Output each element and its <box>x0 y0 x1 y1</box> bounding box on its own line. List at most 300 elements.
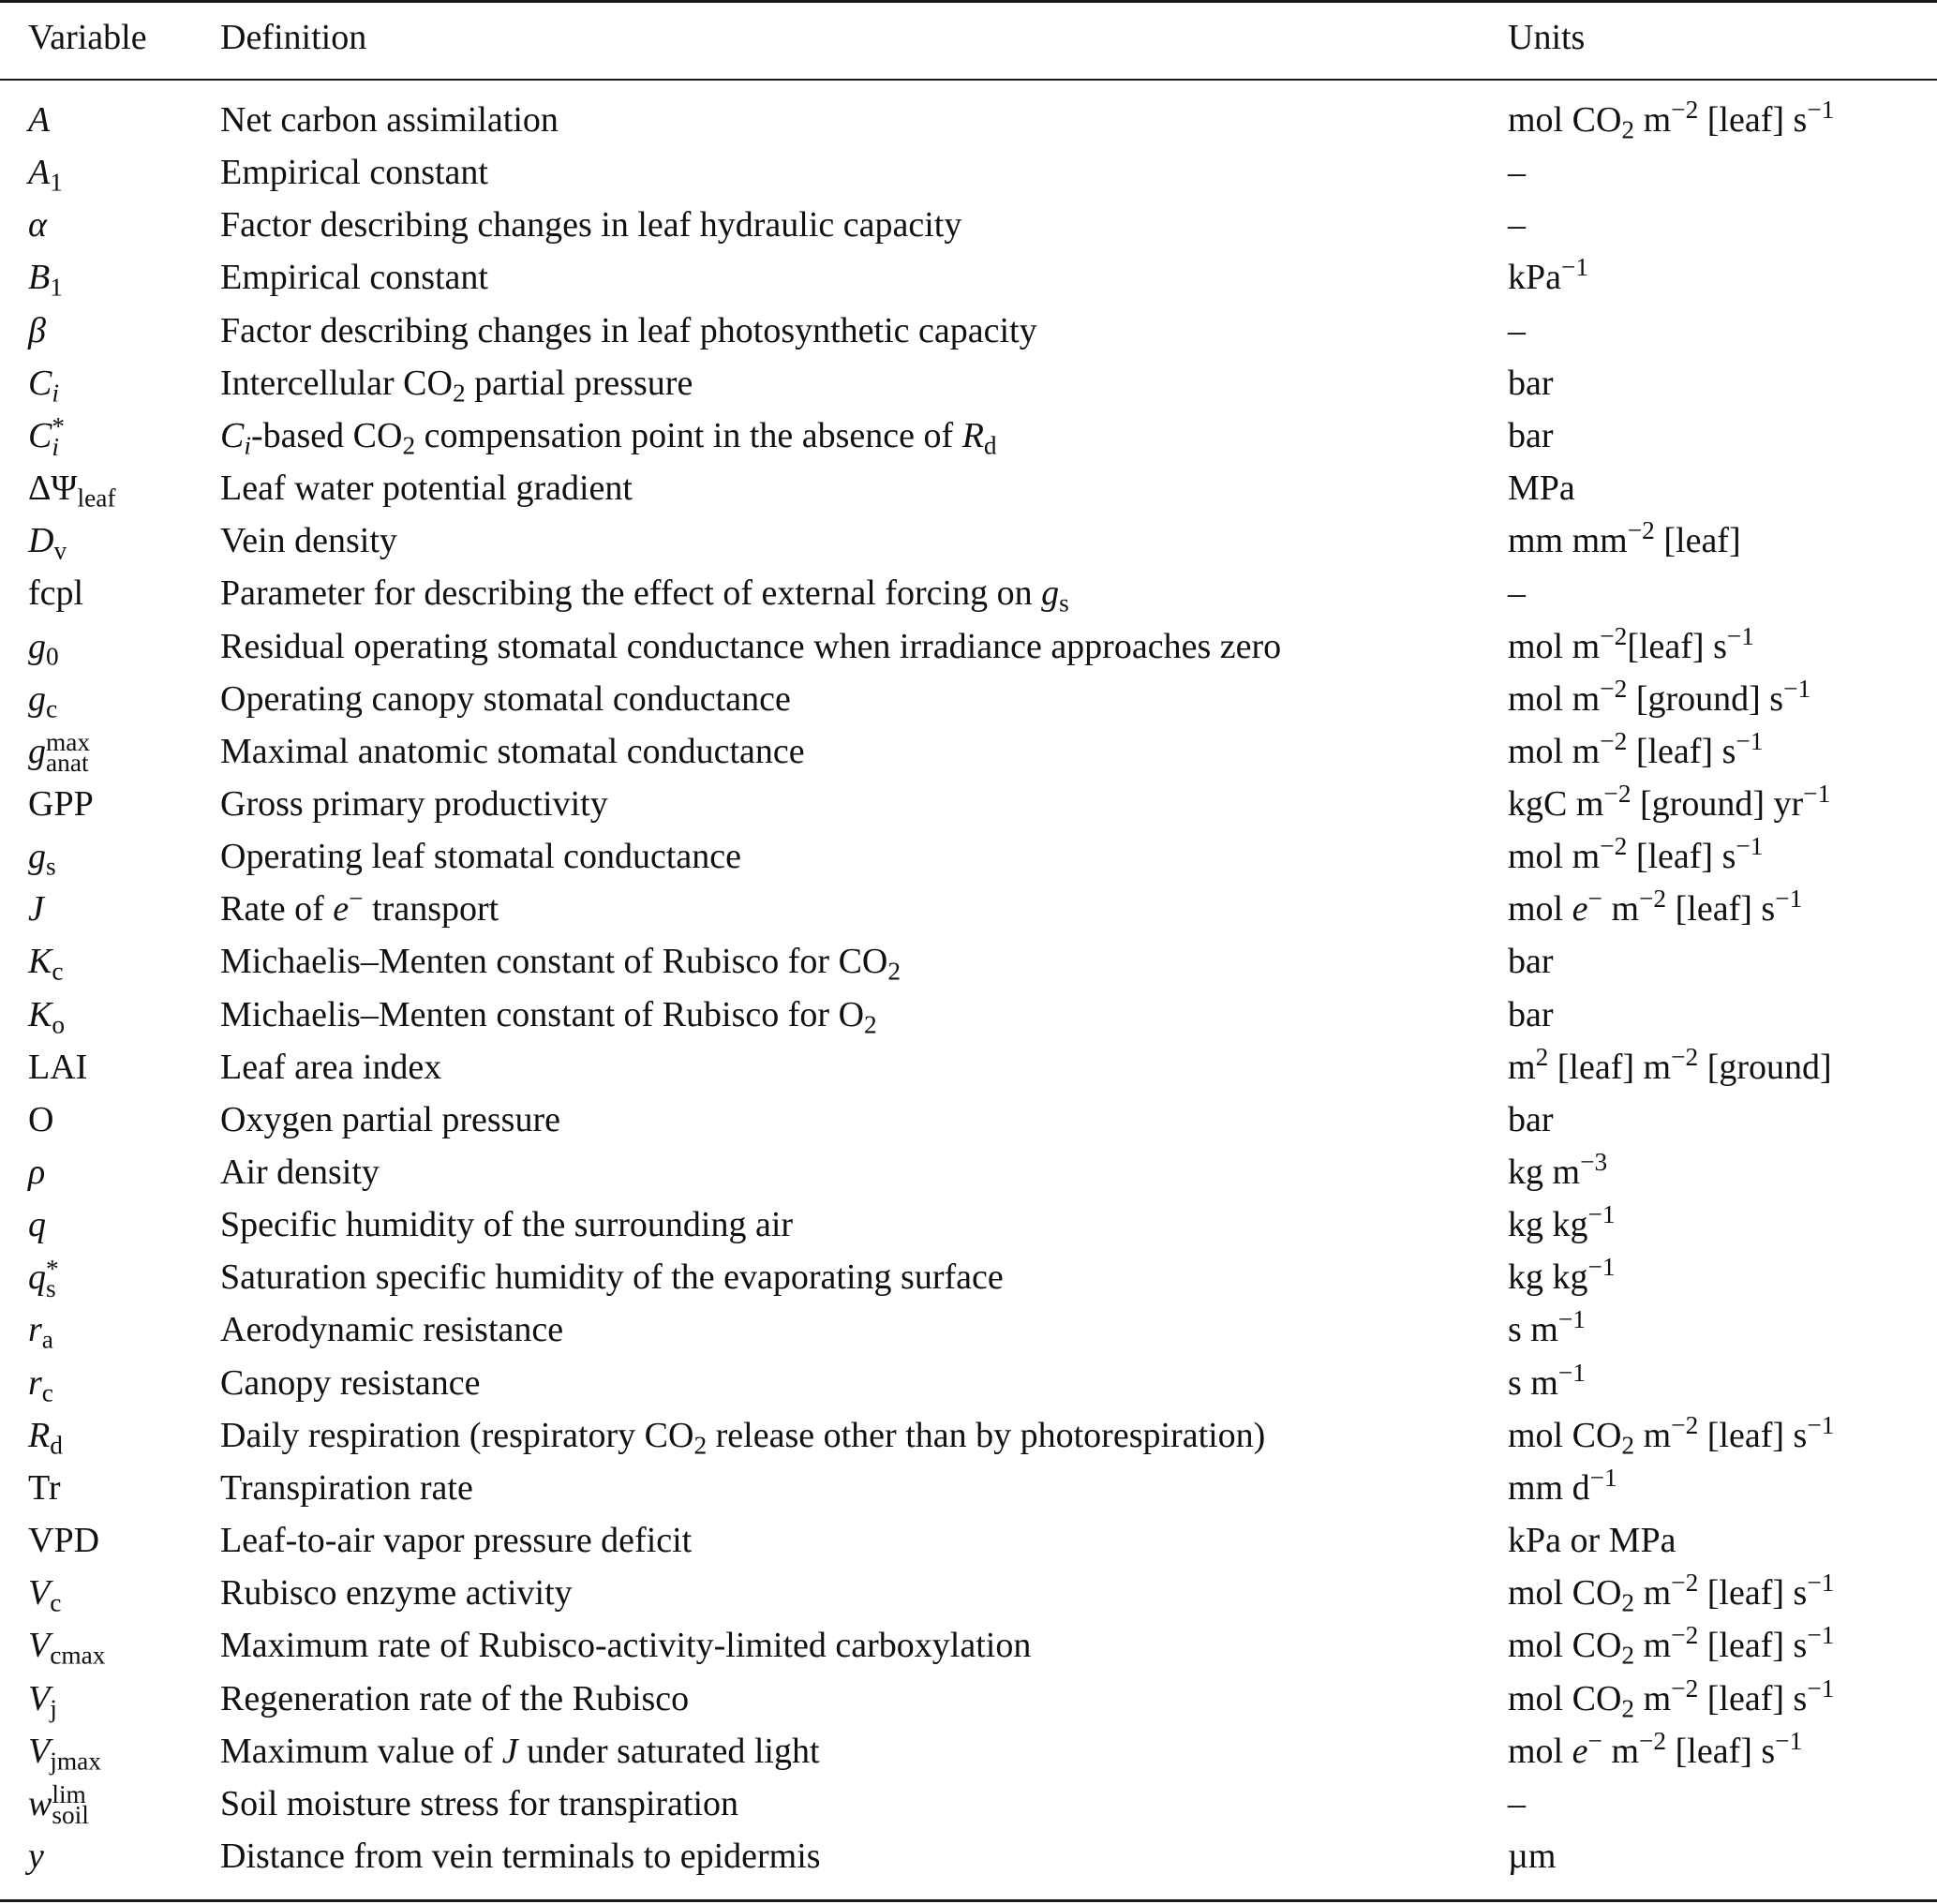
text-run: Aerodynamic resistance <box>220 1310 564 1350</box>
table-bottom-rule <box>0 1899 1937 1902</box>
superscript: −1 <box>1557 1358 1586 1387</box>
subscript: 2 <box>1621 1588 1635 1617</box>
text-run: kPa <box>1508 258 1561 298</box>
superscript: −2 <box>1671 1410 1699 1439</box>
units-cell <box>1508 1725 1802 1778</box>
subscript: j <box>50 1694 57 1723</box>
superscript: −1 <box>1736 726 1764 755</box>
units-cell <box>1508 357 1554 409</box>
subscript: i <box>52 432 59 461</box>
table-row <box>0 1619 1937 1672</box>
units-cell <box>1508 989 1554 1041</box>
superscript: −2 <box>1671 1673 1699 1703</box>
units-cell <box>1508 883 1802 935</box>
table-row <box>0 1357 1937 1409</box>
text-run: Leaf area index <box>220 1047 442 1087</box>
text-run: D <box>28 521 54 561</box>
superscript: − <box>1587 885 1602 914</box>
variable-cell <box>28 1093 53 1146</box>
text-run: Vein density <box>220 521 397 561</box>
subscript: 1 <box>50 168 63 197</box>
text-run: Michaelis–Menten constant of Rubisco for CO <box>220 942 888 982</box>
text-run: C <box>220 415 245 455</box>
variable-cell <box>28 462 115 514</box>
text-run: Oxygen partial pressure <box>220 1099 560 1139</box>
text-run: q <box>28 1205 46 1245</box>
variable-cell <box>28 1357 53 1409</box>
superscript: −1 <box>1736 831 1764 860</box>
superscript: −1 <box>1807 1673 1835 1703</box>
subscript: s <box>46 1274 56 1303</box>
variable-cell <box>28 1251 59 1303</box>
text-run: m <box>1508 1047 1536 1087</box>
table-row <box>0 1462 1937 1514</box>
superscript: −2 <box>1627 515 1655 544</box>
text-run: ρ <box>28 1153 46 1192</box>
text-run: [leaf] s <box>1627 837 1736 877</box>
definition-cell <box>220 1619 1031 1672</box>
variable-cell <box>28 830 56 883</box>
text-run: kg m <box>1508 1153 1581 1192</box>
units-cell <box>1508 94 1834 146</box>
table-row <box>0 357 1937 409</box>
text-run: mol CO <box>1508 1573 1622 1614</box>
sub-superscript-stack <box>46 1254 59 1303</box>
definition-cell <box>220 1725 820 1778</box>
text-run: mol <box>1508 1731 1572 1771</box>
text-run: – <box>1508 573 1526 614</box>
units-cell <box>1508 1146 1607 1198</box>
units-cell <box>1508 514 1741 567</box>
text-run: Tr <box>28 1467 61 1508</box>
text-run: q <box>28 1257 46 1298</box>
definition-cell <box>220 830 741 883</box>
units-cell <box>1508 1830 1556 1882</box>
variable-cell <box>28 305 46 357</box>
subscript: c <box>52 958 64 987</box>
subscript: 2 <box>887 958 901 987</box>
definition-cell <box>220 1357 481 1409</box>
units-cell <box>1508 1673 1834 1725</box>
subscript: i <box>52 379 59 408</box>
text-run: Maximum value of <box>220 1731 502 1771</box>
text-run: mol <box>1508 889 1572 930</box>
variable-cell <box>28 1409 63 1462</box>
variable-cell <box>28 1198 46 1251</box>
subscript: i <box>244 431 251 460</box>
units-cell <box>1508 409 1554 462</box>
text-run: – <box>1508 205 1526 245</box>
subscript: 2 <box>864 1010 877 1039</box>
text-run: B <box>28 258 51 298</box>
table-row <box>0 1673 1937 1725</box>
text-run: bar <box>1508 363 1554 403</box>
subscript: 2 <box>1621 1431 1635 1460</box>
definition-cell <box>220 935 901 988</box>
text-run: β <box>28 310 46 350</box>
subscript: 2 <box>693 1431 708 1460</box>
text-run: bar <box>1508 1099 1554 1139</box>
subscript: d <box>50 1431 63 1460</box>
definition-cell <box>220 1303 563 1356</box>
table-row <box>0 1409 1937 1462</box>
variable-cell <box>28 199 47 251</box>
text-run: Rubisco enzyme activity <box>220 1573 573 1614</box>
units-cell <box>1508 935 1554 988</box>
definition-cell <box>220 94 559 146</box>
text-run: C <box>28 415 52 455</box>
table-row <box>0 1303 1937 1356</box>
variable-cell <box>28 514 67 567</box>
text-run: e <box>333 889 350 930</box>
text-run: fcpl <box>28 573 84 614</box>
sub-superscript-stack <box>52 1780 89 1829</box>
units-cell <box>1508 462 1575 514</box>
text-run: [ground] yr <box>1631 783 1804 824</box>
text-run: Transpiration rate <box>220 1467 473 1508</box>
text-run: Gross primary productivity <box>220 783 608 824</box>
text-run: m <box>1602 1731 1639 1771</box>
units-cell <box>1508 1567 1834 1619</box>
definition-cell <box>220 673 791 725</box>
text-run: Distance from vein terminals to epidermis <box>220 1836 821 1876</box>
table-row <box>0 620 1937 673</box>
definition-cell <box>220 1409 1265 1462</box>
superscript: −1 <box>1557 1305 1586 1334</box>
units-cell <box>1508 673 1810 725</box>
text-run: Air density <box>220 1153 380 1192</box>
table-row <box>0 462 1937 514</box>
units-cell <box>1508 725 1763 778</box>
units-cell <box>1508 1462 1617 1514</box>
text-run: release other than by photorespiration) <box>707 1415 1266 1455</box>
text-run: Leaf water potential gradient <box>220 469 633 509</box>
superscript: −1 <box>1803 779 1831 808</box>
units-cell <box>1508 1198 1616 1251</box>
table-row <box>0 305 1937 357</box>
superscript: −1 <box>1783 674 1811 703</box>
text-run: mol m <box>1508 731 1601 771</box>
text-run: LAI <box>28 1047 88 1087</box>
text-run: w <box>28 1783 52 1823</box>
definition-cell <box>220 305 1037 357</box>
text-run: Saturation specific humidity of the evaporating surface <box>220 1257 1004 1298</box>
table-row <box>0 514 1937 567</box>
table-row <box>0 199 1937 251</box>
table-row <box>0 146 1937 199</box>
definition-cell <box>220 1093 560 1146</box>
units-cell <box>1508 251 1588 304</box>
text-run: Daily respiration (respiratory CO <box>220 1415 694 1455</box>
variable-cell <box>28 146 63 199</box>
units-cell <box>1508 199 1526 251</box>
superscript: −1 <box>1807 1621 1835 1650</box>
variable-cell <box>28 725 90 778</box>
table-row <box>0 725 1937 778</box>
header-units: Units <box>1508 18 1586 57</box>
text-run: Net carbon assimilation <box>220 100 559 140</box>
text-run: r <box>28 1362 42 1403</box>
sub-superscript-stack <box>46 728 91 777</box>
definition-cell <box>220 1567 573 1619</box>
text-run: mol CO <box>1508 1415 1622 1455</box>
text-run: [leaf] m <box>1548 1047 1672 1087</box>
variable-cell <box>28 1619 105 1672</box>
text-run: α <box>28 205 47 245</box>
subscript: 1 <box>50 274 63 303</box>
superscript: −1 <box>1807 95 1835 124</box>
text-run: Parameter for describing the effect of external forcing on <box>220 573 1042 614</box>
table-row <box>0 251 1937 304</box>
text-run: J <box>501 1731 518 1771</box>
units-cell <box>1508 1093 1554 1146</box>
text-run: V <box>28 1678 51 1718</box>
text-run: [leaf] s <box>1698 1573 1808 1614</box>
text-run: under saturated light <box>517 1731 820 1771</box>
variable-cell <box>28 673 57 725</box>
text-run: Maximum rate of Rubisco-activity-limited carboxylation <box>220 1626 1032 1666</box>
definition-cell <box>220 778 608 830</box>
definition-cell <box>220 1778 738 1830</box>
text-run: g <box>28 837 46 877</box>
text-run: Empirical constant <box>220 153 488 193</box>
header-variable: Variable <box>28 18 147 57</box>
variable-cell <box>28 1303 53 1356</box>
table-row <box>0 1514 1937 1567</box>
text-run: transport <box>363 889 499 930</box>
subscript: o <box>52 1010 66 1039</box>
text-run: m <box>1634 1626 1672 1666</box>
text-run: K <box>28 942 52 982</box>
text-run: Factor describing changes in leaf photosynthetic capacity <box>220 310 1037 350</box>
table-row <box>0 830 1937 883</box>
text-run: e <box>1572 889 1588 930</box>
units-cell <box>1508 1357 1586 1409</box>
superscript: −2 <box>1639 885 1667 914</box>
subscript: leaf <box>77 483 116 513</box>
subscript: v <box>53 536 67 565</box>
text-run: bar <box>1508 994 1554 1034</box>
variable-cell <box>28 778 94 830</box>
superscript: −2 <box>1671 1621 1699 1650</box>
text-run: Factor describing changes in leaf hydraulic capacity <box>220 205 962 245</box>
text-run: O <box>28 1099 54 1139</box>
units-cell <box>1508 1303 1586 1356</box>
text-run: K <box>28 994 52 1034</box>
text-run: GPP <box>28 783 94 824</box>
definition-cell <box>220 146 488 199</box>
text-run: m <box>1602 889 1639 930</box>
table-row <box>0 1198 1937 1251</box>
units-cell <box>1508 620 1754 673</box>
text-run: g <box>28 731 46 771</box>
text-run: partial pressure <box>465 363 693 403</box>
table-row <box>0 1778 1937 1830</box>
text-run: Regeneration rate of the Rubisco <box>220 1678 690 1718</box>
text-run: compensation point in the absence of <box>415 415 962 455</box>
text-run: kPa or MPa <box>1508 1521 1676 1561</box>
variable-cell <box>28 620 59 673</box>
table-row <box>0 1725 1937 1778</box>
subscript: 2 <box>402 431 416 460</box>
subscript: c <box>50 1588 62 1617</box>
text-run: m <box>1634 1678 1672 1718</box>
units-cell <box>1508 146 1526 199</box>
table-row <box>0 1041 1937 1093</box>
superscript: −2 <box>1600 831 1628 860</box>
subscript: jmax <box>50 1747 101 1776</box>
variable-cell <box>28 357 59 409</box>
definition-cell <box>220 620 1281 673</box>
text-run: Rate of <box>220 889 334 930</box>
text-run: mol CO <box>1508 100 1622 140</box>
table-row <box>0 673 1937 725</box>
subscript: c <box>46 694 58 723</box>
text-run: [leaf] s <box>1666 1731 1776 1771</box>
text-run: g <box>1041 573 1060 614</box>
text-run: Leaf-to-air vapor pressure deficit <box>220 1521 693 1561</box>
table-top-rule <box>0 0 1937 3</box>
superscript: −1 <box>1775 1726 1803 1755</box>
table-row <box>0 883 1937 935</box>
units-cell <box>1508 1619 1834 1672</box>
table-row <box>0 1567 1937 1619</box>
definition-cell <box>220 883 499 935</box>
definition-cell <box>220 989 877 1041</box>
text-run: g <box>28 678 46 719</box>
definition-cell <box>220 199 961 251</box>
superscript: − <box>1587 1726 1602 1755</box>
units-cell <box>1508 1041 1832 1093</box>
table-row <box>0 1093 1937 1146</box>
definition-cell <box>220 409 997 462</box>
variable-cell <box>28 1778 89 1830</box>
definition-cell <box>220 462 633 514</box>
text-run: Michaelis–Menten constant of Rubisco for O <box>220 994 865 1034</box>
table-row <box>0 778 1937 830</box>
text-run: bar <box>1508 415 1554 455</box>
superscript: − <box>349 885 364 914</box>
superscript: lim <box>52 1780 86 1809</box>
superscript: −2 <box>1603 779 1632 808</box>
variable-cell <box>28 1673 57 1725</box>
text-run: Intercellular CO <box>220 363 453 403</box>
superscript: −1 <box>1726 621 1754 650</box>
superscript: −2 <box>1671 1568 1699 1597</box>
text-run: [leaf] s <box>1666 889 1776 930</box>
definition-cell <box>220 1146 380 1198</box>
units-cell <box>1508 1409 1834 1462</box>
header-rule <box>0 79 1937 81</box>
superscript: −2 <box>1600 621 1628 650</box>
text-run: m <box>1634 1415 1672 1455</box>
text-run: Empirical constant <box>220 258 488 298</box>
text-run: R <box>961 415 984 455</box>
units-cell <box>1508 1514 1676 1567</box>
superscript: −2 <box>1671 95 1699 124</box>
superscript: −1 <box>1775 885 1803 914</box>
text-run: mm d <box>1508 1467 1590 1508</box>
subscript: 2 <box>1621 1642 1635 1670</box>
superscript: −1 <box>1587 1253 1616 1282</box>
definition-cell <box>220 567 1069 619</box>
superscript: −2 <box>1639 1726 1667 1755</box>
variable-cell <box>28 883 44 935</box>
definition-cell <box>220 1041 441 1093</box>
text-run: Residual operating stomatal conductance when irradiance approaches zero <box>220 626 1282 666</box>
subscript: soil <box>52 1800 89 1829</box>
definition-cell <box>220 357 693 409</box>
table-row <box>0 94 1937 146</box>
units-cell <box>1508 1778 1526 1830</box>
text-run: V <box>28 1731 51 1771</box>
text-run: Operating canopy stomatal conductance <box>220 678 791 719</box>
table-row <box>0 1146 1937 1198</box>
text-run: mol CO <box>1508 1678 1622 1718</box>
text-run: [leaf] s <box>1627 731 1736 771</box>
definition-cell <box>220 1462 473 1514</box>
variable-cell <box>28 1514 99 1567</box>
superscript: −1 <box>1561 253 1589 282</box>
text-run: Maximal anatomic stomatal conductance <box>220 731 805 771</box>
units-cell <box>1508 567 1526 619</box>
text-run: kgC m <box>1508 783 1604 824</box>
text-run: VPD <box>28 1521 100 1561</box>
definition-cell <box>220 251 488 304</box>
subscript: a <box>41 1326 53 1355</box>
table-row <box>0 1830 1937 1882</box>
text-run: R <box>28 1415 51 1455</box>
definition-cell <box>220 1830 821 1882</box>
variable-cell <box>28 567 83 619</box>
table-row <box>0 989 1937 1041</box>
text-run: [leaf] s <box>1698 1626 1808 1666</box>
text-run: µm <box>1508 1836 1557 1876</box>
text-run: y <box>28 1836 44 1876</box>
variable-cell <box>28 1567 61 1619</box>
subscript: cmax <box>50 1642 106 1670</box>
superscript: −1 <box>1589 1463 1617 1492</box>
table-row <box>0 567 1937 619</box>
text-run: kg kg <box>1508 1257 1588 1298</box>
superscript: −3 <box>1580 1147 1608 1176</box>
superscript: −1 <box>1807 1568 1835 1597</box>
superscript: * <box>46 1254 59 1283</box>
header-definition: Definition <box>220 18 367 57</box>
text-run: – <box>1508 1783 1526 1823</box>
text-run: [leaf] s <box>1698 1678 1808 1718</box>
units-cell <box>1508 1251 1616 1303</box>
text-run: m <box>1634 100 1672 140</box>
superscript: * <box>52 412 66 441</box>
superscript: −1 <box>1587 1199 1616 1228</box>
units-cell <box>1508 778 1830 830</box>
text-run: -based CO <box>250 415 403 455</box>
subscript: s <box>1059 589 1069 617</box>
variable-cell <box>28 251 63 304</box>
text-run: mm mm <box>1508 521 1628 561</box>
definition-cell <box>220 1673 689 1725</box>
variable-cell <box>28 409 65 462</box>
text-run: Specific humidity of the surrounding air <box>220 1205 794 1245</box>
definition-cell <box>220 1251 1004 1303</box>
text-run: [ground] s <box>1627 678 1784 719</box>
subscript: 2 <box>1621 1694 1635 1723</box>
superscript: −1 <box>1807 1410 1835 1439</box>
text-run: mol m <box>1508 626 1601 666</box>
variable-cell <box>28 989 65 1041</box>
superscript: −2 <box>1600 674 1628 703</box>
